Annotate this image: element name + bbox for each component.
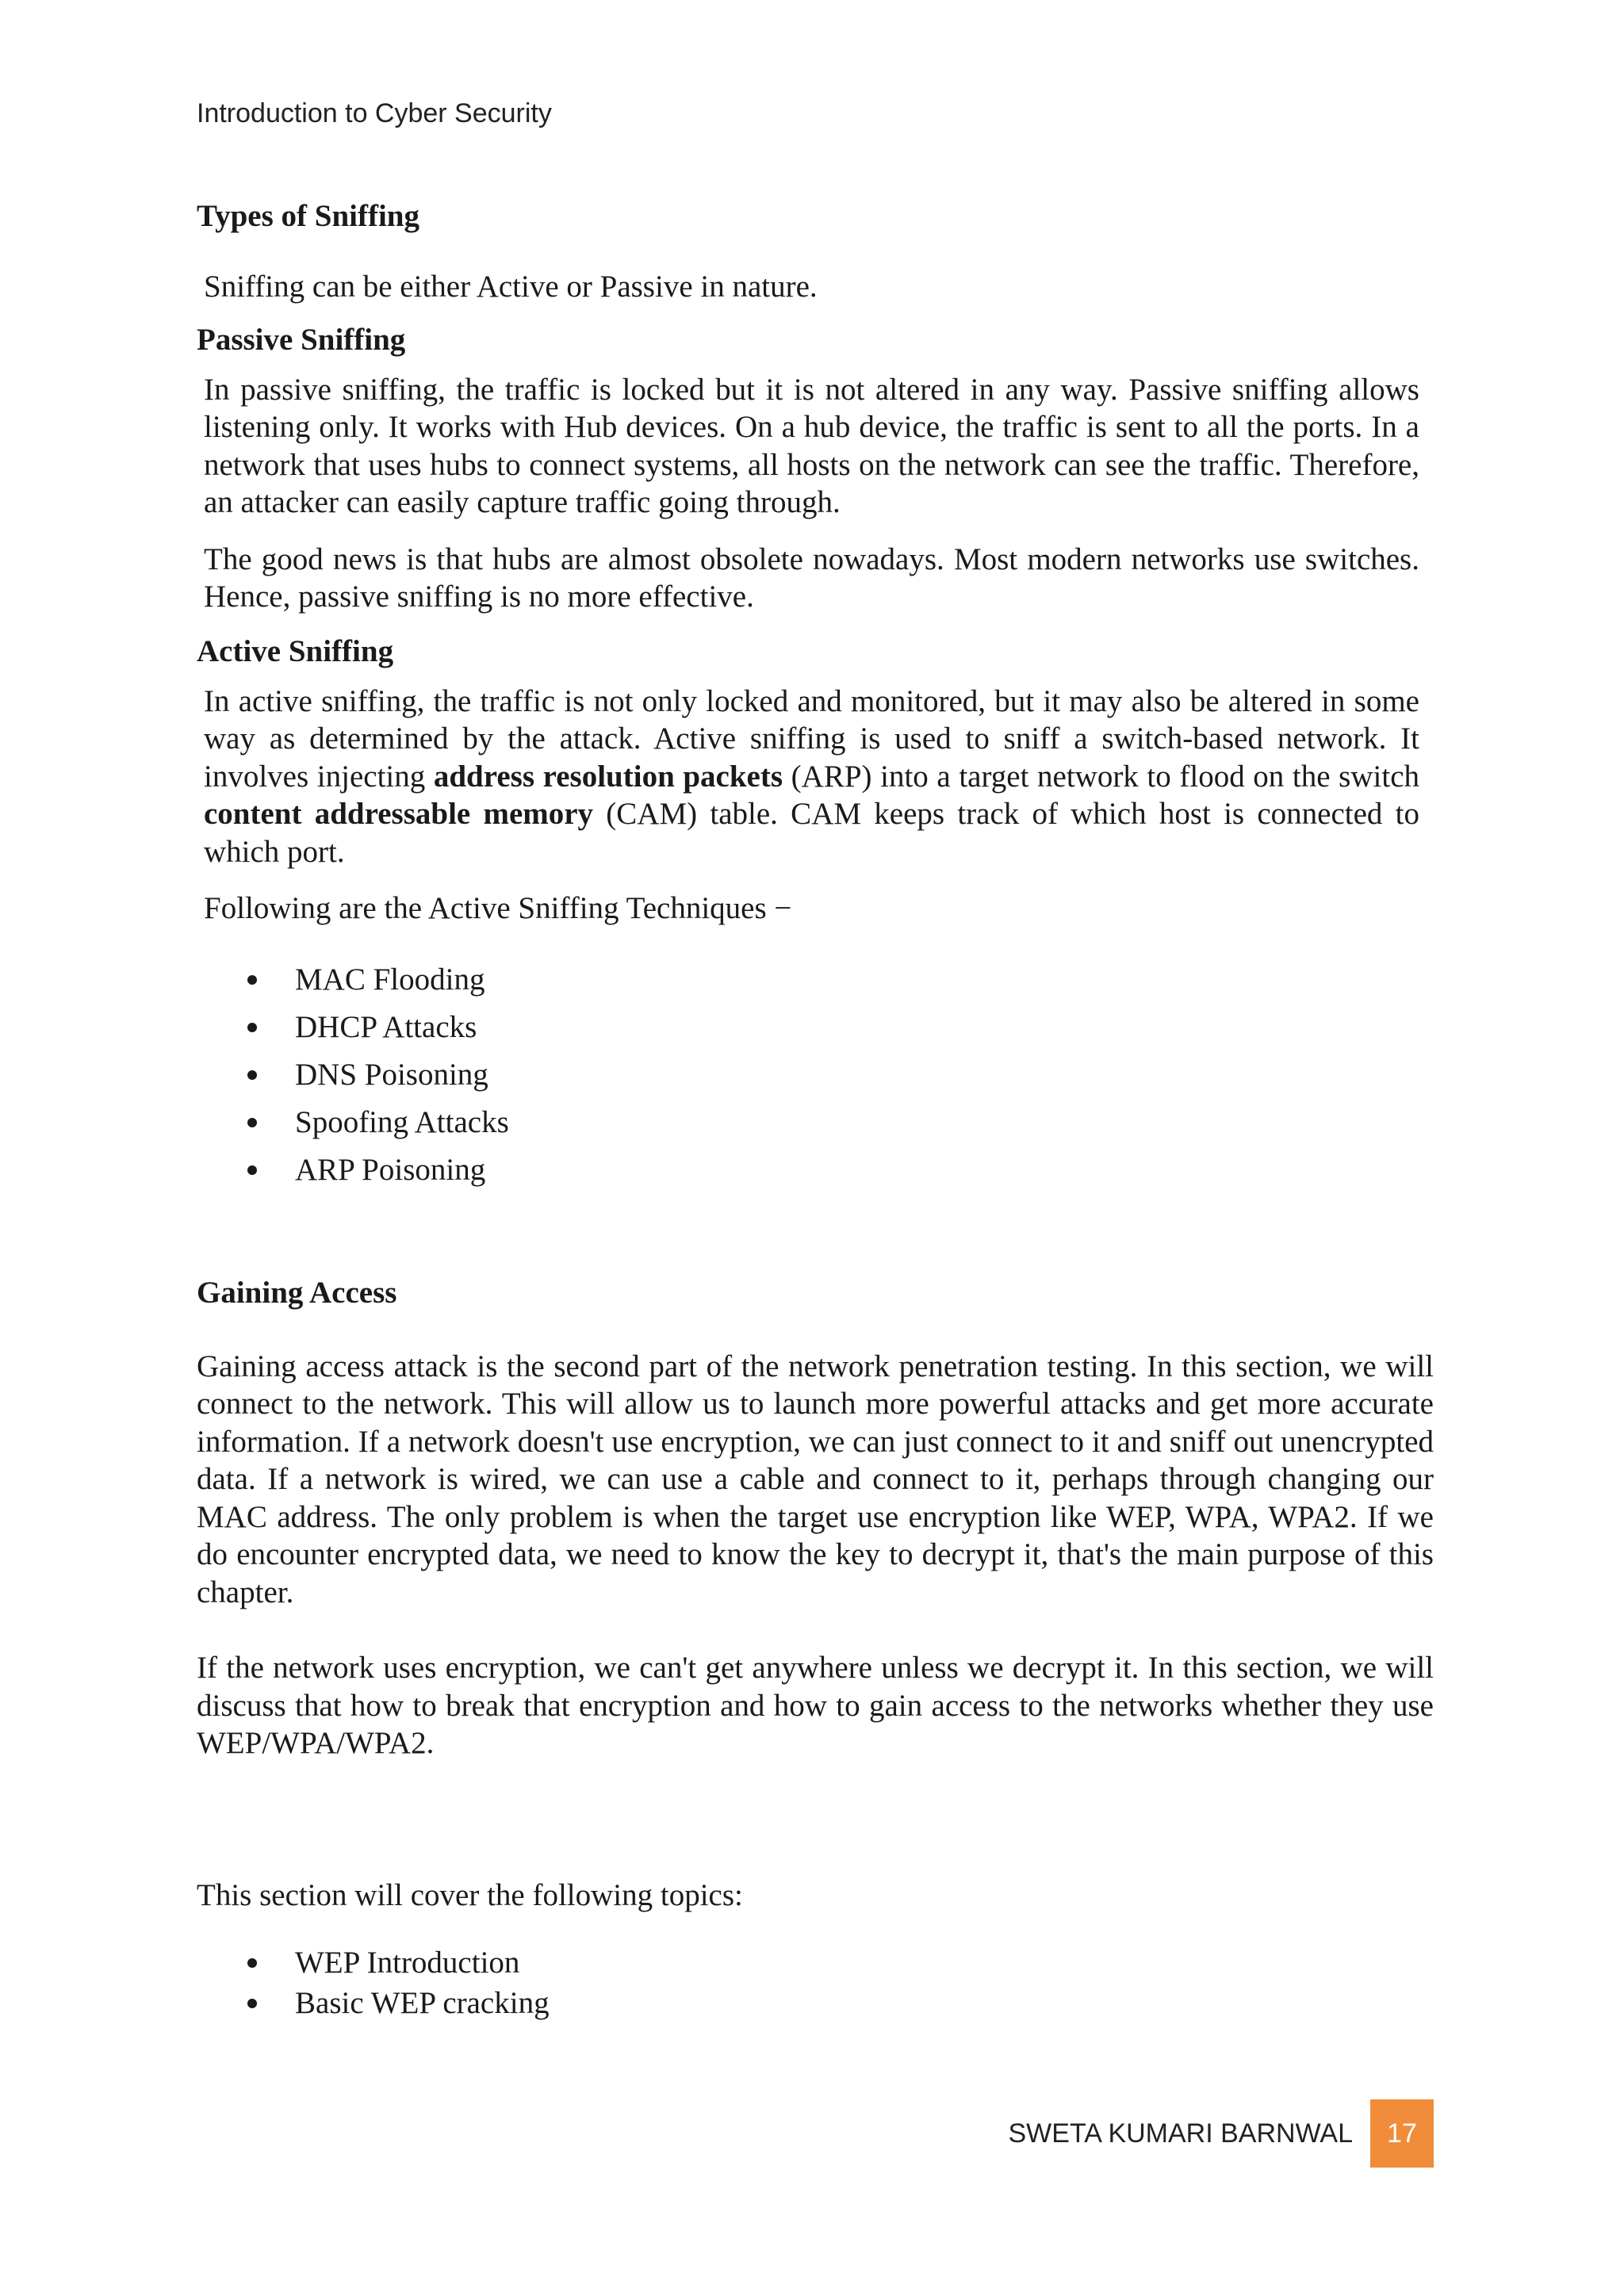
bullet-icon: [247, 1999, 257, 2008]
passive-paragraph-2: The good news is that hubs are almost obsolete nowadays. Most modern networks use switches. Hence, passive sniffing is no more effective.: [204, 541, 1419, 614]
bullet-icon: [247, 1165, 257, 1175]
topics-list: [197, 1942, 1434, 2023]
page-number-badge: 17: [1370, 2099, 1434, 2168]
heading-passive-sniffing: Passive Sniffing: [197, 322, 406, 357]
list-item: MAC Flooding: [197, 956, 1434, 1004]
heading-active-sniffing: Active Sniffing: [197, 633, 394, 668]
list-item: Spoofing Attacks: [197, 1099, 1434, 1146]
list-item: DHCP Attacks: [197, 1004, 1434, 1051]
techniques-list: [197, 956, 1434, 1194]
running-header: Introduction to Cyber Security: [197, 98, 552, 128]
gaining-paragraph-1: Gaining access attack is the second part of the network penetration testing. In this section, we will connect to the network. This will allow us to launch more powerful attacks and get more accurate information. If a network doesn't use encryption, we can just connect to it and sniff out unencrypted data. If a network is wired, we can use a cable and connect to it, perhaps through changing our MAC address. The only problem is when the target use encryption like WEP, WPA, WPA2. If we do encounter encrypted data, we need to know the key to decrypt it, that's the main purpose of this chapter.: [197, 1349, 1434, 1609]
bullet-icon: [247, 1958, 257, 1968]
page-content: [197, 197, 1434, 2023]
term-arp: address resolution packets: [433, 759, 783, 794]
author-name: SWETA KUMARI BARNWAL: [1008, 2118, 1353, 2149]
active-p1-text-c: (ARP) into a target network to flood on the switch: [783, 759, 1420, 794]
topics-intro: This section will cover the following topics:: [197, 1877, 743, 1912]
active-paragraph-1: [204, 683, 1419, 871]
list-item: DNS Poisoning: [197, 1051, 1434, 1099]
bullet-icon: [247, 975, 257, 985]
techniques-intro: Following are the Active Sniffing Techniques −: [204, 891, 792, 925]
passive-paragraph-1: In passive sniffing, the traffic is locked but it is not altered in any way. Passive sniffing allows listening only. It works with Hub devices. On a hub device, the traffic is sent to all the ports. In a network that uses hubs to connect systems, all hosts on the network can see the traffic. Therefore, an attacker can easily capture traffic going through.: [204, 372, 1419, 519]
list-item: WEP Introduction: [197, 1942, 1434, 1983]
page-footer: [1009, 2099, 1434, 2168]
heading-types-of-sniffing: Types of Sniffing: [197, 199, 419, 233]
heading-gaining-access: Gaining Access: [197, 1275, 397, 1310]
bullet-icon: [247, 1118, 257, 1127]
list-item: ARP Poisoning: [197, 1146, 1434, 1194]
gaining-paragraph-2: If the network uses encryption, we can't get anywhere unless we decrypt it. In this section, we will discuss that how to break that encryption and how to gain access to the networks whether they use WEP/WPA/WPA2.: [197, 1651, 1434, 1760]
bullet-icon: [247, 1023, 257, 1032]
bullet-icon: [247, 1070, 257, 1080]
active-p1-text-d: (CAM) table. CAM keeps track of which host is connected to which port.: [204, 797, 1419, 869]
term-cam: content addressable memory: [204, 797, 594, 831]
active-p1-text-a: In active sniffing, the traffic is not only locked and monitored, but it may also be altered in some way as determined by the attack. Active sniffing is used to sniff a switch-based network. It involves injecting: [204, 683, 1419, 794]
list-item: Basic WEP cracking: [197, 1983, 1434, 2023]
types-intro: Sniffing can be either Active or Passive in nature.: [204, 270, 818, 304]
